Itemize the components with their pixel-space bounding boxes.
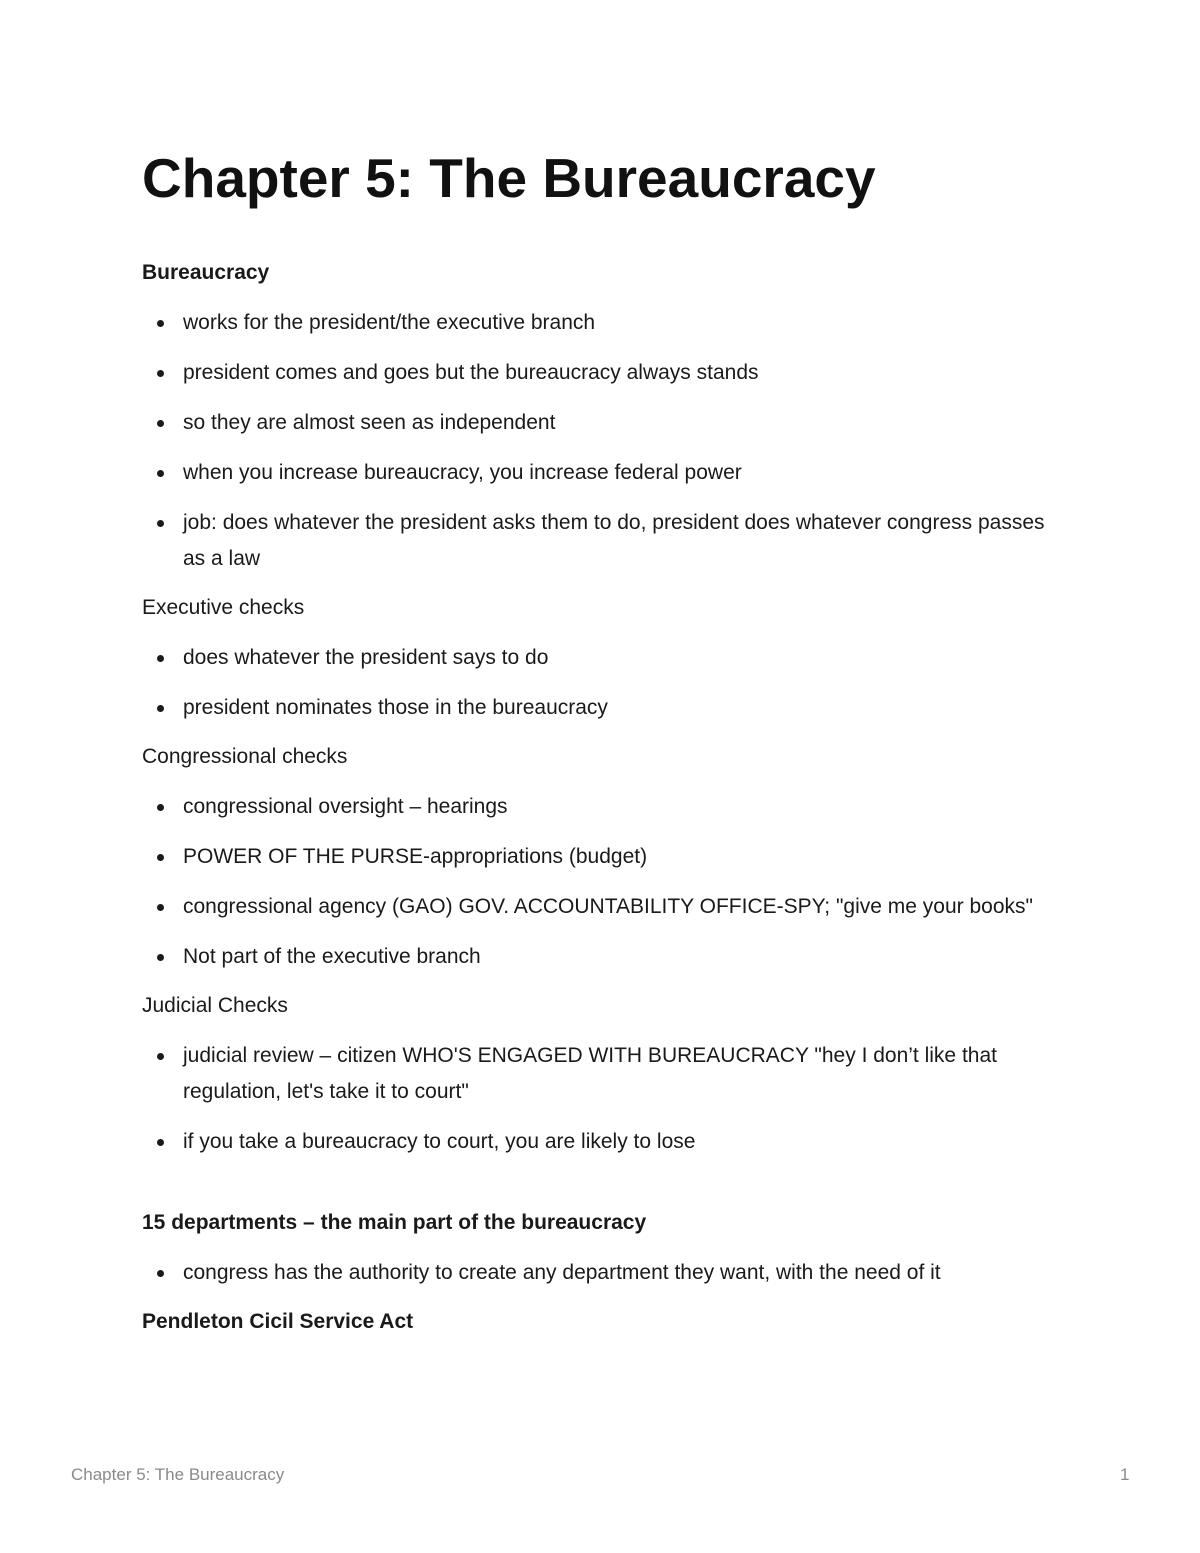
bullet-icon [157,854,164,861]
list-item: job: does whatever the president asks them to do, president does whatever congress passes as a law [142,505,1062,577]
bureaucracy-list [142,305,1062,577]
executive-checks-list [142,640,1062,726]
footer-title: Chapter 5: The Bureaucracy [71,1465,285,1484]
bullet-icon [157,954,164,961]
page-title: Chapter 5: The Bureaucracy [142,147,876,209]
section-heading-bureaucracy: Bureaucracy [142,261,270,284]
bullet-icon [157,804,164,811]
section-heading-departments: 15 departments – the main part of the bureaucracy [142,1211,647,1234]
list-item: president comes and goes but the bureaucracy always stands [142,355,1062,391]
list-item: if you take a bureaucracy to court, you are likely to lose [142,1124,1062,1160]
list-item: judicial review – citizen WHO'S ENGAGED WITH BUREAUCRACY "hey I don’t like that regulation, let's take it to court" [142,1038,1062,1110]
section-heading-congressional-checks: Congressional checks [142,745,348,768]
list-item: Not part of the executive branch [142,939,1062,975]
list-item: works for the president/the executive branch [142,305,1062,341]
bullet-icon [157,320,164,327]
bullet-icon [157,470,164,477]
bullet-icon [157,1053,164,1060]
list-item: congressional oversight – hearings [142,789,1062,825]
bullet-icon [157,1270,164,1277]
footer-page-number: 1 [1120,1465,1130,1484]
bullet-icon [157,520,164,527]
section-heading-executive-checks: Executive checks [142,596,305,619]
list-item: congressional agency (GAO) GOV. ACCOUNTABILITY OFFICE-SPY; "give me your books" [142,889,1062,925]
bullet-icon [157,420,164,427]
congressional-checks-list [142,789,1062,975]
section-heading-pendleton-act: Pendleton Cicil Service Act [142,1310,414,1333]
bullet-icon [157,655,164,662]
departments-list [142,1255,1062,1291]
list-item: does whatever the president says to do [142,640,1062,676]
list-item: so they are almost seen as independent [142,405,1062,441]
judicial-checks-list [142,1038,1062,1160]
list-item: congress has the authority to create any department they want, with the need of it [142,1255,1062,1291]
bullet-icon [157,1139,164,1146]
document-body [142,255,1062,1340]
section-heading-judicial-checks: Judicial Checks [142,994,288,1017]
list-item: when you increase bureaucracy, you increase federal power [142,455,1062,491]
bullet-icon [157,705,164,712]
bullet-icon [157,370,164,377]
bullet-icon [157,904,164,911]
list-item: POWER OF THE PURSE-appropriations (budget) [142,839,1062,875]
section-spacer [142,1173,1062,1205]
list-item: president nominates those in the bureaucracy [142,690,1062,726]
